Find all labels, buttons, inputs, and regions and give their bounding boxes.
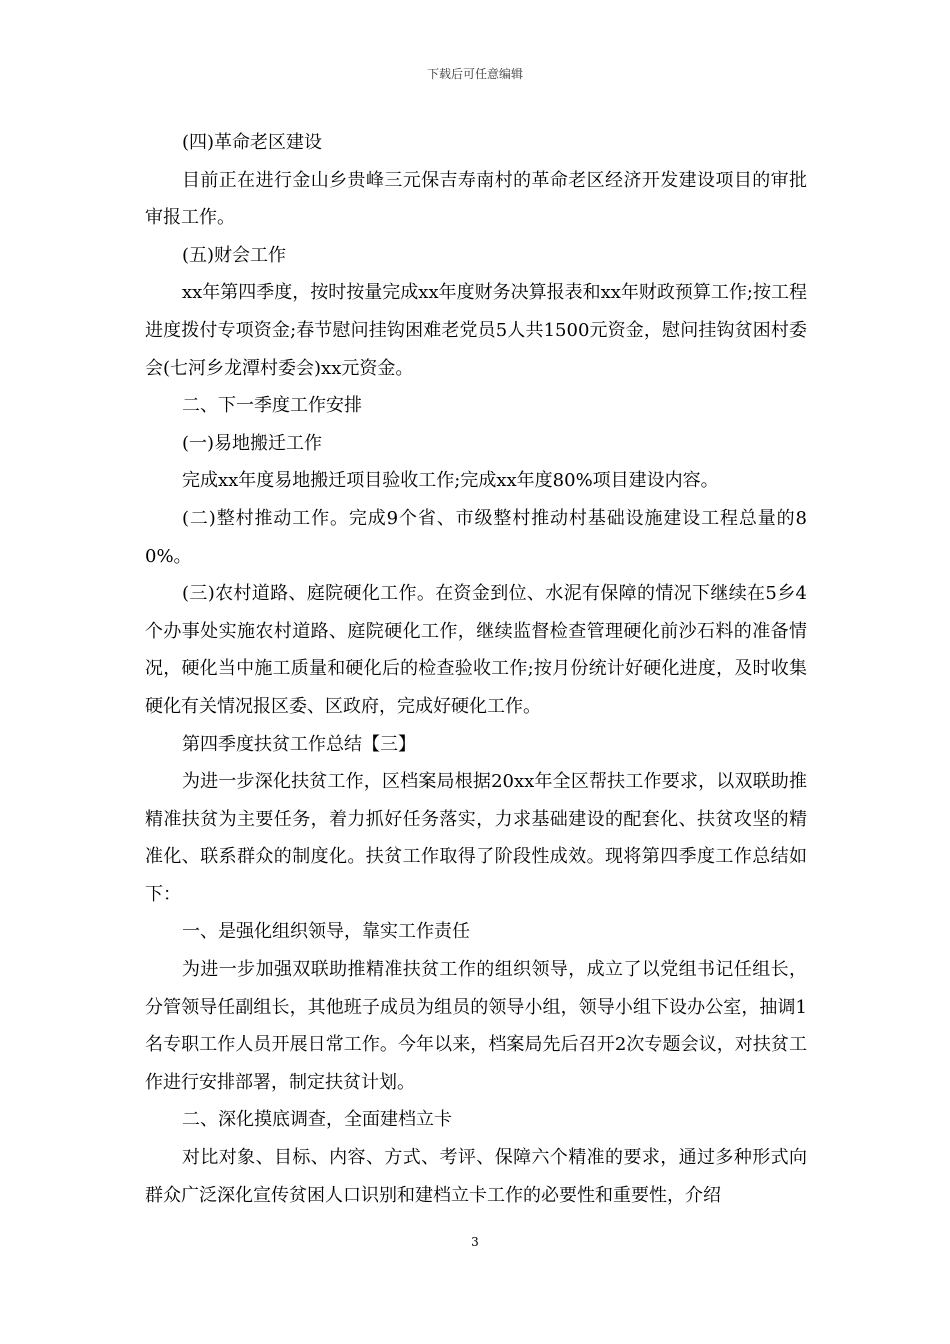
section-heading-finance: (五)财会工作	[182, 244, 287, 266]
page-number: 3	[471, 1235, 479, 1249]
body-paragraph: (二)整村推动工作。完成9个省、市级整村推动村基础设施建设工程总量的80%。	[145, 507, 807, 567]
body-paragraph: 目前正在进行金山乡贵峰三元保吉寿南村的革命老区经济开发建设项目的审批审报工作。	[145, 169, 807, 229]
body-paragraph: (三)农村道路、庭院硬化工作。在资金到位、水泥有保障的情况下继续在5乡4个办事处实施农村道路、庭院硬化工作，继续监督检查管理硬化前沙石料的准备情况，硬化当中施工质量和硬化后的检查验收工作;按月份统计好硬化进度，及时收集硬化有关情况报区委、区政府，完成好硬化工作。	[145, 583, 807, 717]
body-paragraph: 为进一步加强双联助推精准扶贫工作的组织领导，成立了以党组书记任组长，分管领导任副组长，其他班子成员为组员的领导小组，领导小组下设办公室，抽调1名专职工作人员开展日常工作。今年以来，档案局先后召开2次专题会议，对扶贫工作进行安排部署，制定扶贫计划。	[145, 959, 807, 1093]
section-heading-next-quarter: 二、下一季度工作安排	[182, 395, 362, 417]
section-heading-survey: 二、深化摸底调查，全面建档立卡	[182, 1109, 452, 1131]
document-section-title: 第四季度扶贫工作总结【三】	[182, 733, 416, 755]
body-paragraph: 为进一步深化扶贫工作，区档案局根据20xx年全区帮扶工作要求，以双联助推精准扶贫为主要任务，着力抓好任务落实，力求基础建设的配套化、扶贫攻坚的精准化、联系群众的制度化。扶贫工作取得了阶段性成效。现将第四季度工作总结如下：	[145, 771, 807, 905]
section-heading-leadership: 一、是强化组织领导，靠实工作责任	[182, 921, 470, 943]
document-body	[145, 124, 807, 1214]
body-paragraph: 完成xx年度易地搬迁项目验收工作;完成xx年度80%项目建设内容。	[182, 470, 719, 492]
body-paragraph: xx年第四季度，按时按量完成xx年度财务决算报表和xx年财政预算工作;按工程进度拨付专项资金;春节慰问挂钩困难老党员5人共1500元资金，慰问挂钩贫困村委会(七河乡龙潭村委会)xx元资金。	[145, 282, 807, 379]
page-header-note: 下载后可任意编辑	[426, 67, 523, 81]
body-paragraph: 对比对象、目标、内容、方式、考评、保障六个精准的要求，通过多种形式向群众广泛深化宣传贫困人口识别和建档立卡工作的必要性和重要性，介绍	[145, 1147, 807, 1206]
section-heading-relocation: (一)易地搬迁工作	[182, 432, 323, 454]
section-heading-old-revolutionary-area: (四)革命老区建设	[182, 132, 323, 153]
